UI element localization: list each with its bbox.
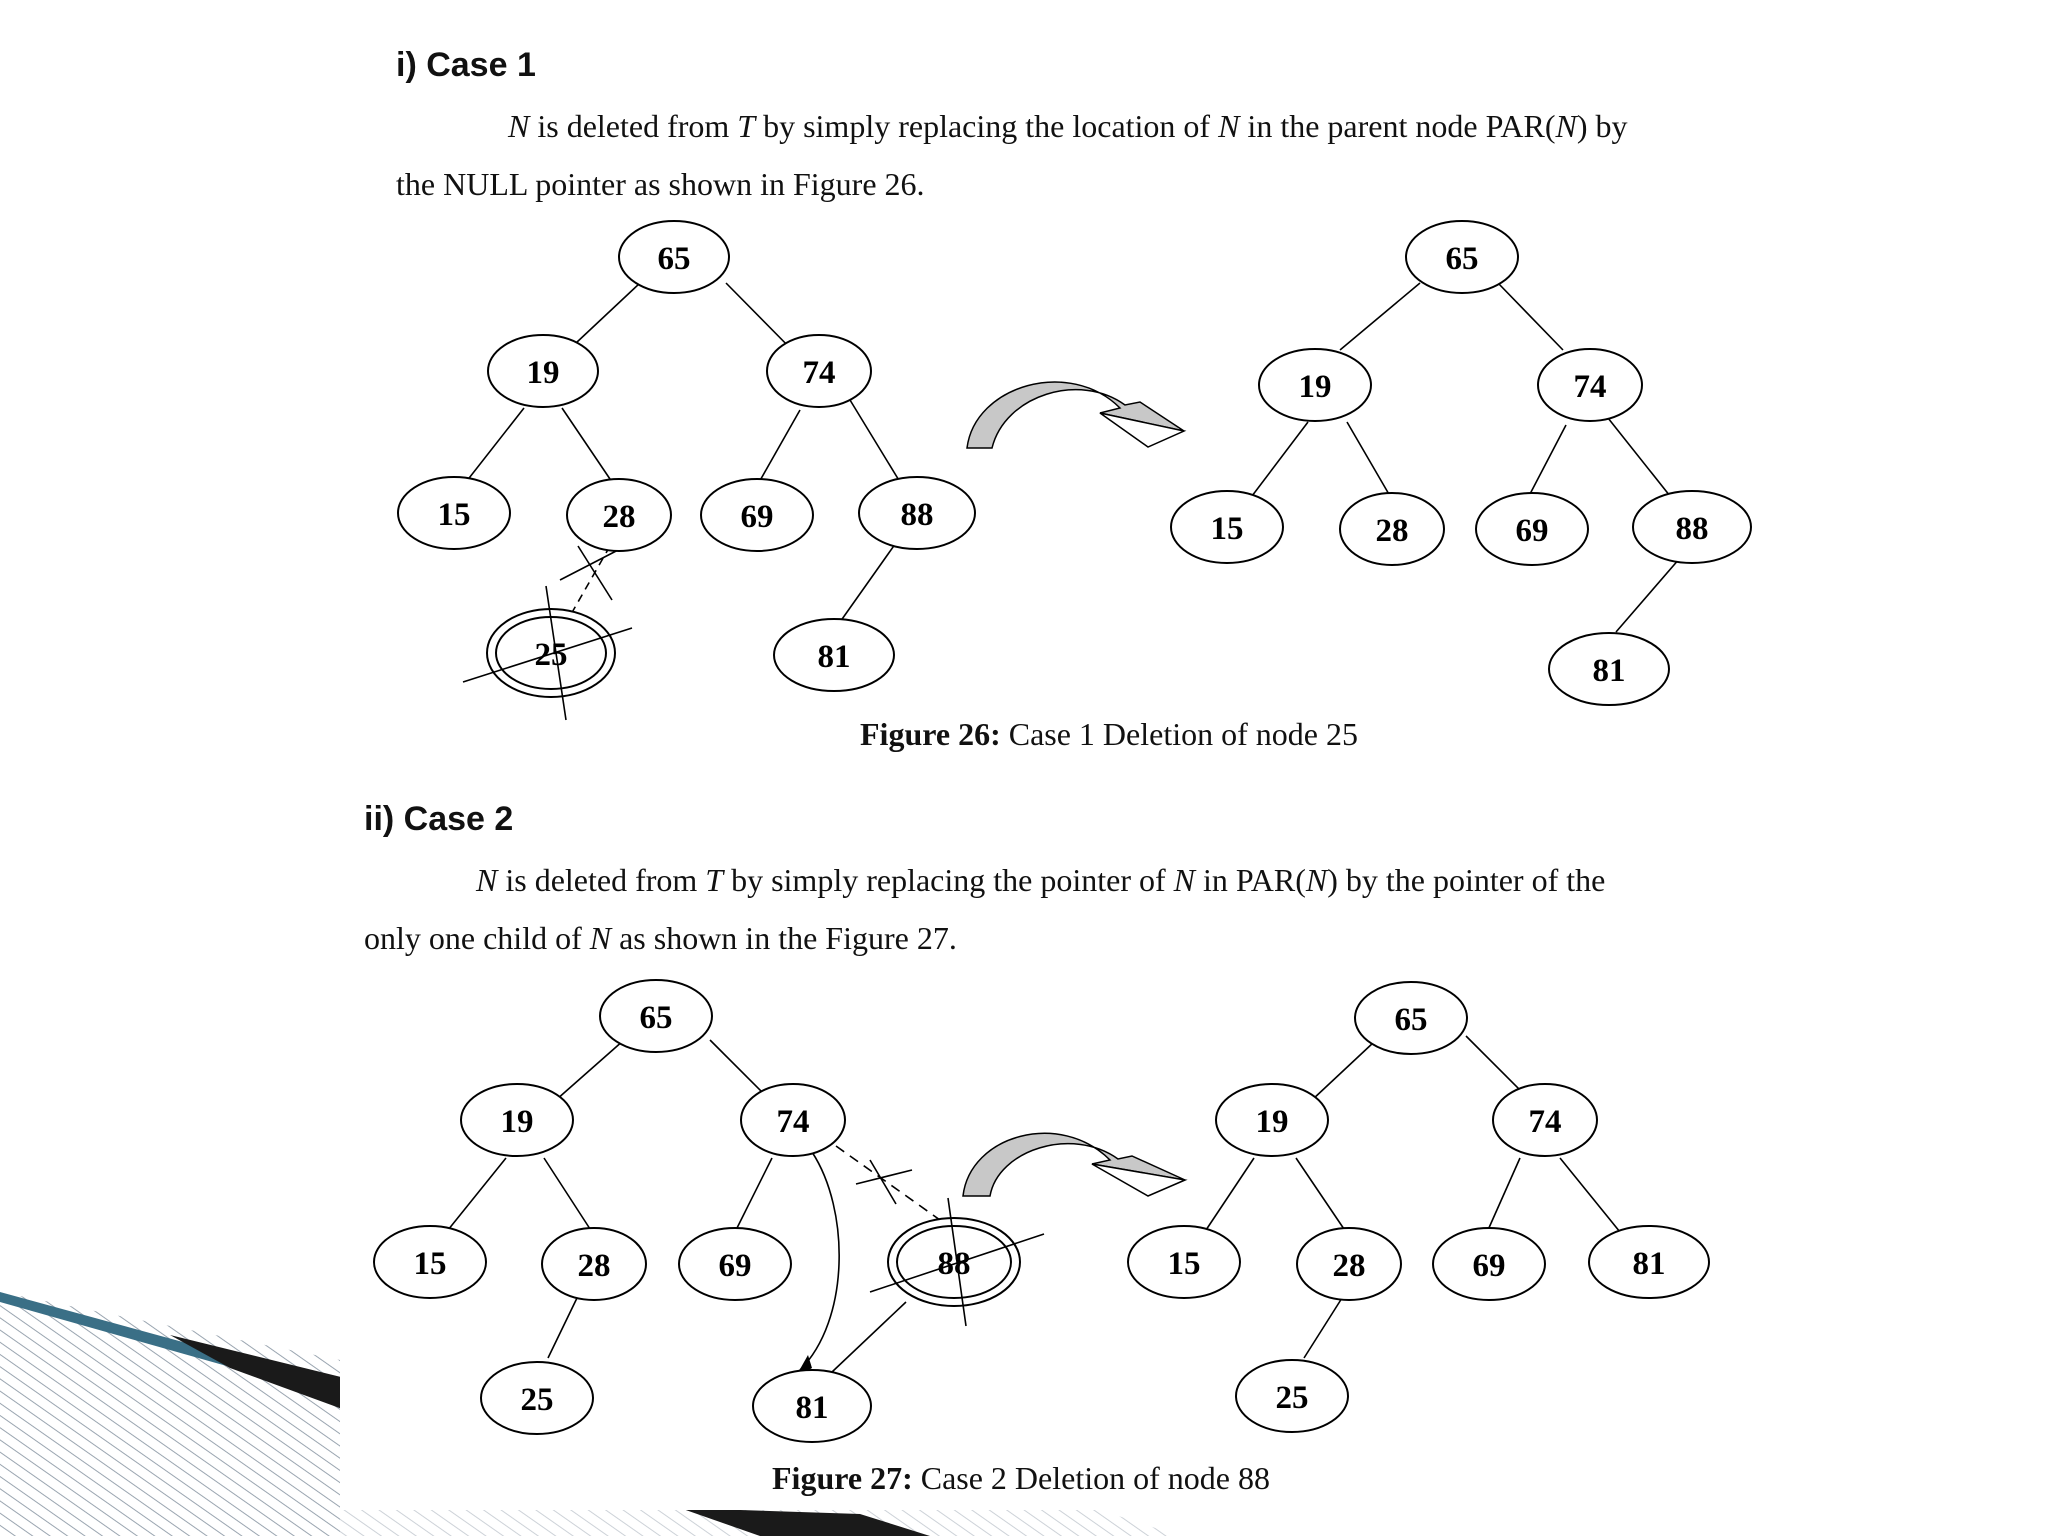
- svg-text:69: 69: [1472, 1248, 1506, 1284]
- tree-node: [1355, 982, 1467, 1054]
- tree-node: [1216, 1084, 1328, 1156]
- var-n: N: [508, 108, 530, 144]
- tree-node-deleted: [463, 586, 632, 720]
- svg-text:28: 28: [602, 499, 636, 535]
- svg-text:25: 25: [1275, 1380, 1309, 1416]
- svg-text:81: 81: [1632, 1246, 1666, 1282]
- tree-node: [374, 1226, 486, 1298]
- svg-text:74: 74: [802, 355, 836, 391]
- svg-text:15: 15: [1167, 1246, 1201, 1282]
- svg-text:19: 19: [500, 1104, 534, 1140]
- case1-heading: i) Case 1: [396, 46, 536, 84]
- case2-heading: ii) Case 2: [364, 800, 514, 838]
- case1-paragraph-line2: the NULL pointer as shown in Figure 26.: [396, 166, 925, 202]
- tree-node: [1259, 349, 1371, 421]
- svg-text:28: 28: [1332, 1248, 1366, 1284]
- figure27-transition-arrow: [963, 1133, 1185, 1196]
- svg-text:74: 74: [1528, 1104, 1562, 1140]
- tree-node: [1406, 221, 1518, 293]
- tree-node: [619, 221, 729, 293]
- figure26-after-tree: [1171, 221, 1751, 705]
- svg-text:15: 15: [413, 1246, 447, 1282]
- svg-text:65: 65: [1445, 241, 1479, 277]
- tree-node: [488, 335, 598, 407]
- tree-node: [1433, 1228, 1545, 1300]
- figure27-after-tree: [1128, 982, 1709, 1432]
- tree-node: [461, 1084, 573, 1156]
- tree-node: [741, 1084, 845, 1156]
- svg-text:15: 15: [437, 497, 471, 533]
- svg-text:88: 88: [1675, 511, 1709, 547]
- case1-paragraph-line1: N is deleted from T by simply replacing the location of N in the parent node PAR(N) by: [508, 108, 1628, 144]
- svg-text:25: 25: [534, 637, 568, 673]
- tree-node: [600, 980, 712, 1052]
- tree-node: [398, 477, 510, 549]
- svg-text:28: 28: [1375, 513, 1409, 549]
- tree-node-deleted: [870, 1198, 1044, 1326]
- tree-node: [753, 1370, 871, 1442]
- tree-node: [774, 619, 894, 691]
- tree-node: [481, 1362, 593, 1434]
- svg-text:81: 81: [1592, 653, 1626, 689]
- case2-paragraph-line1: N is deleted from T by simply replacing the pointer of N in PAR(N) by the pointer of the: [476, 862, 1606, 898]
- tree-node: [679, 1228, 791, 1300]
- tree-node: [1236, 1360, 1348, 1432]
- svg-text:19: 19: [1298, 369, 1332, 405]
- svg-text:69: 69: [740, 499, 774, 535]
- tree-node: [1549, 633, 1669, 705]
- figure27-caption: Figure 27: Case 2 Deletion of node 88: [772, 1460, 1270, 1496]
- svg-text:81: 81: [795, 1390, 829, 1426]
- tree-node: [567, 479, 671, 551]
- tree-node: [1128, 1226, 1240, 1298]
- svg-text:74: 74: [776, 1104, 810, 1140]
- tree-node: [767, 335, 871, 407]
- tree-node: [1538, 349, 1642, 421]
- tree-node: [1297, 1228, 1401, 1300]
- tree-node: [1493, 1084, 1597, 1156]
- tree-node: [1476, 493, 1588, 565]
- tree-node: [859, 477, 975, 549]
- svg-text:69: 69: [1515, 513, 1549, 549]
- svg-text:15: 15: [1210, 511, 1244, 547]
- tree-node: [701, 479, 813, 551]
- tree-node: [542, 1228, 646, 1300]
- svg-text:88: 88: [900, 497, 934, 533]
- svg-text:74: 74: [1573, 369, 1607, 405]
- tree-node: [1589, 1226, 1709, 1298]
- svg-text:25: 25: [520, 1382, 554, 1418]
- var-t: T: [737, 108, 756, 144]
- figure26-before-tree: [398, 221, 975, 720]
- case2-paragraph-line2: only one child of N as shown in the Figure 27.: [364, 920, 957, 956]
- svg-text:88: 88: [937, 1246, 971, 1282]
- svg-text:65: 65: [657, 241, 691, 277]
- svg-text:65: 65: [1394, 1002, 1428, 1038]
- svg-text:81: 81: [817, 639, 851, 675]
- svg-text:69: 69: [718, 1248, 752, 1284]
- svg-text:19: 19: [526, 355, 560, 391]
- svg-text:19: 19: [1255, 1104, 1289, 1140]
- figure26-transition-arrow: [967, 382, 1184, 448]
- tree-node: [1171, 491, 1283, 563]
- tree-node: [1633, 491, 1751, 563]
- tree-node: [1340, 493, 1444, 565]
- svg-text:65: 65: [639, 1000, 673, 1036]
- figure26-caption: Figure 26: Case 1 Deletion of node 25: [860, 716, 1358, 752]
- figure27-before-tree: [374, 980, 1044, 1442]
- svg-text:28: 28: [577, 1248, 611, 1284]
